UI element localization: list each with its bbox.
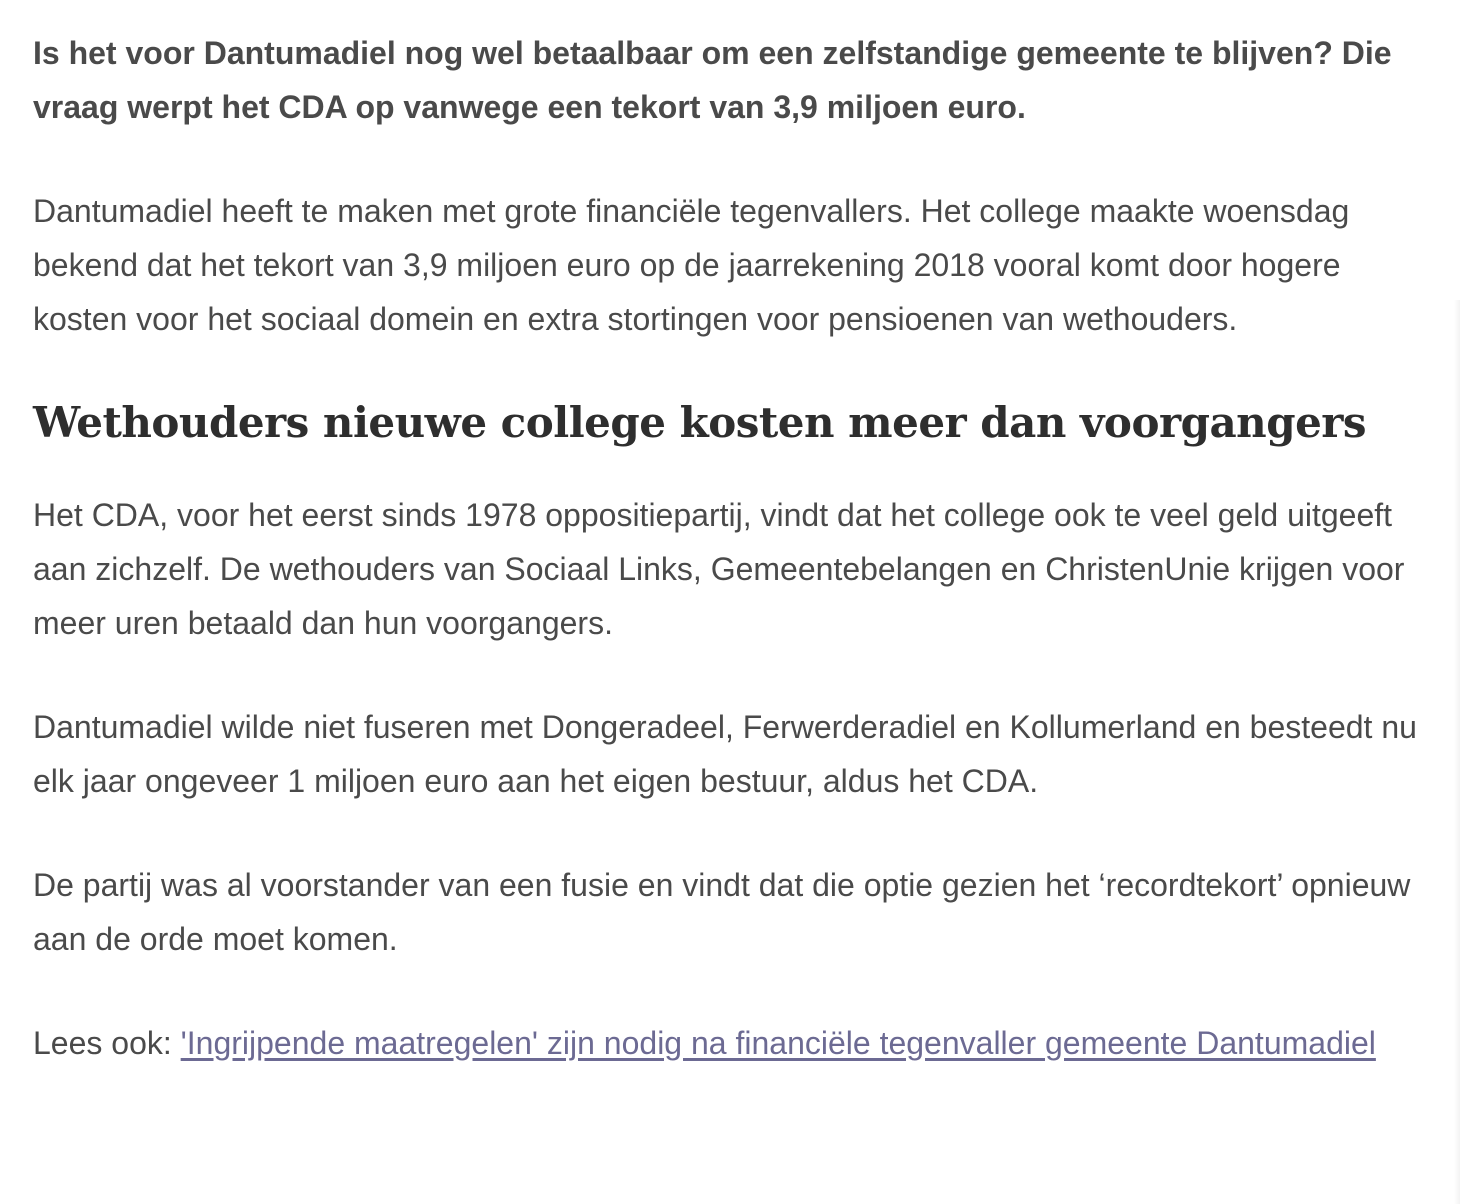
article-paragraph-4: De partij was al voorstander van een fusie en vindt dat die optie gezien het ‘recordtekort’ opnieuw aan de orde moet komen. (33, 867, 1411, 957)
article-paragraph-1: Dantumadiel heeft te maken met grote financiële tegenvallers. Het college maakte woensdag bekend dat het tekort van 3,9 miljoen euro op de jaarrekening 2018 vooral komt door hogere kosten voor het sociaal domein en extra stortingen voor pensioenen van wethouders. (33, 193, 1350, 337)
read-more (33, 1016, 1433, 1070)
article-lead: Is het voor Dantumadiel nog wel betaalbaar om een zelfstandige gemeente te blijven? Die vraag werpt het CDA op vanwege een tekort van 3,9 miljoen euro. (33, 35, 1392, 125)
article-paragraph-2: Het CDA, voor het eerst sinds 1978 oppositiepartij, vindt dat het college ook te veel geld uitgeeft aan zichzelf. De wethouders van Sociaal Links, Gemeentebelangen en ChristenUnie krijgen voor meer uren betaald dan hun voorgangers. (33, 497, 1405, 641)
read-more-link[interactable]: 'Ingrijpende maatregelen' zijn nodig na financiële tegenvaller gemeente Dantumadiel (180, 1025, 1376, 1061)
article-paragraph-3: Dantumadiel wilde niet fuseren met Dongeradeel, Ferwerderadiel en Kollumerland en besteedt nu elk jaar ongeveer 1 miljoen euro aan het eigen bestuur, aldus het CDA. (33, 709, 1417, 799)
section-heading: Wethouders nieuwe college kosten meer dan voorgangers (33, 398, 1367, 447)
article-body (33, 26, 1433, 1070)
read-more-prefix: Lees ook: (33, 1025, 181, 1061)
page-edge-shadow (1454, 300, 1460, 1204)
